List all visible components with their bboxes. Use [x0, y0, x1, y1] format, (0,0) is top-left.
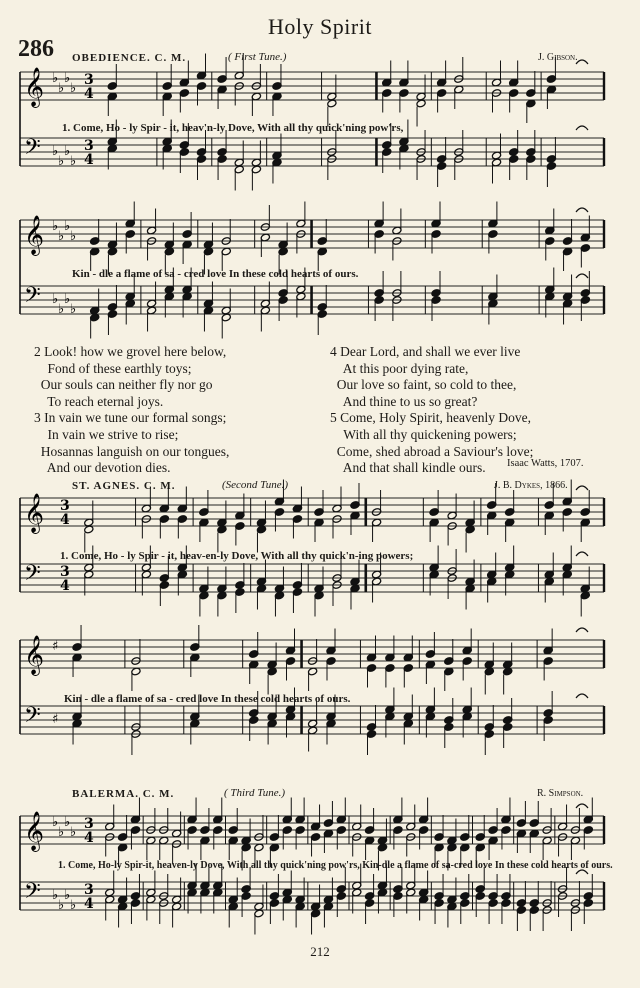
key-accidental: ♭	[64, 71, 71, 86]
time-signature: 3	[60, 498, 70, 514]
time-signature: 3	[84, 882, 94, 898]
key-accidental: ♭	[70, 898, 77, 913]
lyric-line: 1. Come, Ho - ly Spir - it, heav-en-ly Dove, With all thy quick'n-ing powers;	[60, 550, 414, 562]
key-accidental: ♭	[52, 71, 59, 86]
section-title: Holy Spirit	[268, 14, 372, 39]
time-signature: 3	[84, 72, 94, 88]
key-accidental: ♭	[64, 815, 71, 830]
lyric-line: Kin - dle a flame of sa - cred love In these cold hearts of ours.	[72, 268, 359, 280]
lyric-line: 1. Come, Ho-ly Spir-it, heaven-ly Dove, With all thy quick'ning pow'rs, Kin-dle a flame of sa-cred love In these cold hearts of ours.	[58, 860, 613, 871]
tune-name-st-agnes: ST. AGNES. C. M.	[72, 480, 176, 492]
treble-clef: 𝄞	[24, 215, 45, 255]
key-accidental: ♭	[70, 81, 77, 96]
key-accidental: ♭	[52, 292, 59, 307]
tune-name-balerma: BALERMA. C. M.	[72, 788, 175, 800]
key-accidental: ♭	[64, 292, 71, 307]
time-signature: 3	[84, 816, 94, 832]
key-accidental: ♯	[52, 712, 59, 727]
composer-gibson: J. Gibson.	[538, 52, 578, 63]
key-accidental: ♭	[58, 229, 65, 244]
tune-note-third: ( Third Tune.)	[224, 787, 286, 799]
key-accidental: ♭	[64, 888, 71, 903]
bass-clef: 𝄢	[24, 703, 41, 733]
bass-clef: 𝄢	[24, 135, 41, 165]
time-signature: 4	[60, 512, 70, 528]
key-accidental: ♭	[64, 219, 71, 234]
key-accidental: ♭	[58, 898, 65, 913]
time-signature: 4	[84, 896, 94, 912]
fermata	[576, 552, 588, 556]
key-accidental: ♭	[70, 154, 77, 169]
key-accidental: ♭	[52, 144, 59, 159]
key-accidental: ♭	[70, 302, 77, 317]
key-accidental: ♭	[58, 825, 65, 840]
bass-clef: 𝄢	[24, 283, 41, 313]
time-signature: 4	[84, 86, 94, 102]
key-accidental: ♭	[58, 154, 65, 169]
time-signature: 4	[60, 578, 70, 594]
composer-simpson: R. Simpson.	[537, 788, 584, 799]
verses-right: 4 Dear Lord, and shall we ever live At this poor dying rate, Our love so faint, so cold to thee, And thine to us so great? 5 Come, Holy Spirit, heavenly Dove, With all thy quickening powers; Come, shed abroad a Saviour's love; And that shall kindle ours.	[330, 344, 534, 476]
fermata	[576, 694, 588, 698]
fermata	[576, 274, 588, 278]
verses-left: 2 Look! how we grovel here below, Fond of these earthly toys; Our souls can neither fly nor go To reach eternal joys. 3 In vain we tune our formal songs; In vain we strive to rise; Hosannas languish on our tongues, And our devotion dies.	[34, 344, 230, 476]
key-accidental: ♭	[52, 888, 59, 903]
time-signature: 3	[84, 138, 94, 154]
key-accidental: ♭	[52, 219, 59, 234]
tune-note-second: (Second Tune.)	[222, 479, 288, 491]
fermata	[576, 486, 588, 490]
composer-dykes: J. B. Dykes, 1866.	[494, 480, 568, 491]
treble-clef: 𝄞	[24, 811, 45, 851]
fermata	[576, 804, 588, 808]
fermata	[576, 60, 588, 64]
bass-clef: 𝄢	[24, 561, 41, 591]
hymn-number: 286	[18, 36, 54, 62]
key-accidental: ♭	[52, 815, 59, 830]
treble-clef: 𝄞	[24, 635, 45, 675]
treble-clef: 𝄞	[24, 493, 45, 533]
time-signature: 4	[84, 152, 94, 168]
fermata	[576, 208, 588, 212]
time-signature: 4	[84, 830, 94, 846]
page-number: 212	[310, 944, 330, 959]
tune-name-obedience: OBEDIENCE. C. M.	[72, 52, 187, 64]
key-accidental: ♭	[64, 144, 71, 159]
fermata	[576, 126, 588, 130]
treble-clef: 𝄞	[24, 67, 45, 107]
key-accidental: ♭	[58, 302, 65, 317]
key-accidental: ♭	[58, 81, 65, 96]
fermata	[576, 628, 588, 632]
key-accidental: ♭	[70, 229, 77, 244]
bass-clef: 𝄢	[24, 879, 41, 909]
lyric-line: Kin - dle a flame of sa - cred love In these cold hearts of ours.	[64, 693, 351, 705]
time-signature: 3	[60, 564, 70, 580]
fermata	[576, 870, 588, 874]
lyric-line: 1. Come, Ho - ly Spir - it, heav'n-ly Dove, With all thy quick'ning pow'rs,	[62, 122, 404, 134]
tune-note-first: ( First Tune.)	[228, 51, 287, 63]
key-accidental: ♯	[52, 639, 59, 654]
key-accidental: ♭	[70, 825, 77, 840]
author-credit: Isaac Watts, 1707.	[507, 458, 584, 469]
